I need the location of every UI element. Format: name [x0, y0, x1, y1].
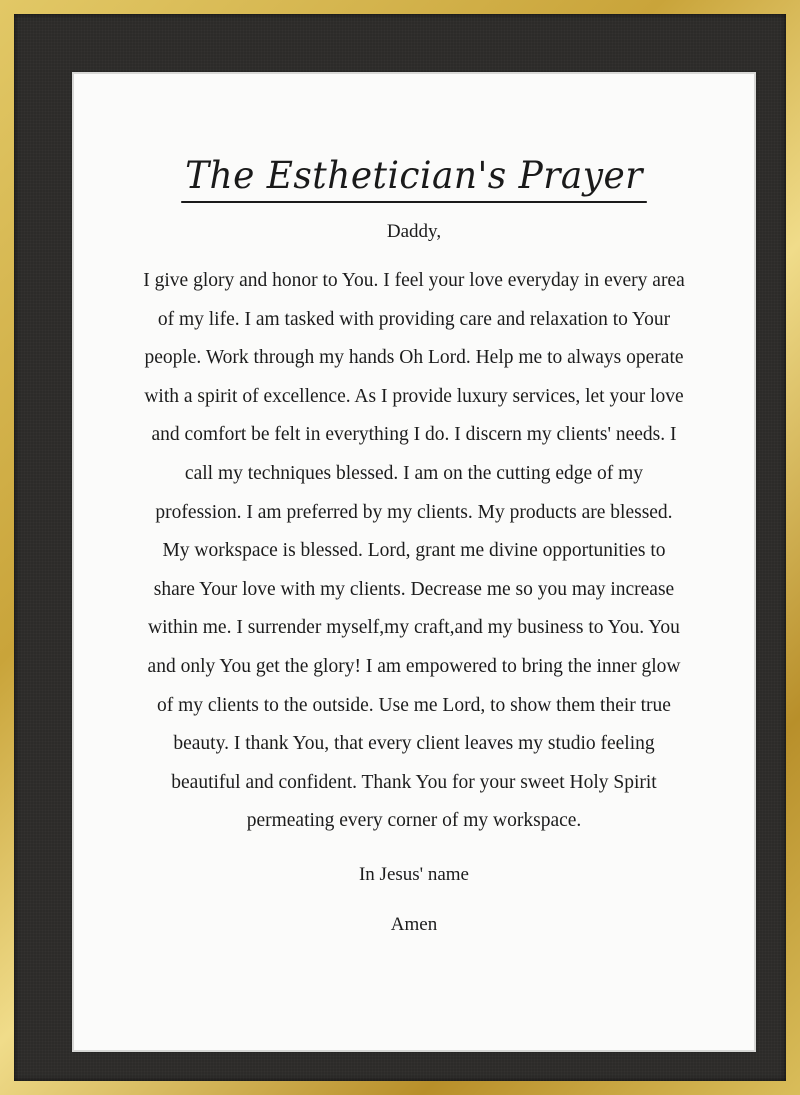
- prayer-line: people. Work through my hands Oh Lord. Help me to always operate: [144, 347, 684, 369]
- prayer-line: I give glory and honor to You. I feel your love everyday in every area: [143, 270, 685, 291]
- prayer-line: profession. I am preferred by my clients. My products are blessed.: [155, 501, 673, 523]
- prayer-line: My workspace is blessed. Lord, grant me divine opportunities to: [162, 540, 666, 562]
- prayer-line: of my clients to the outside. Use me Lord, to show them their true: [157, 694, 671, 716]
- prayer-sheet: [72, 72, 756, 1052]
- prayer-line: beauty. I thank You, that every client leaves my studio feeling: [173, 733, 655, 755]
- black-mat: [14, 14, 786, 1081]
- prayer-line: permeating every corner of my workspace.: [246, 810, 582, 832]
- prayer-line: and comfort be felt in everything I do. I discern my clients' needs. I: [151, 424, 677, 446]
- amen-line: Amen: [390, 913, 438, 935]
- prayer-line: and only You get the glory! I am empowered to bring the inner glow: [147, 655, 681, 677]
- prayer-line: within me. I surrender myself,my craft,and my business to You. You: [148, 617, 680, 639]
- prayer-line: call my techniques blessed. I am on the cutting edge of my: [184, 462, 644, 484]
- title-container: [74, 154, 754, 203]
- prayer-line: with a spirit of excellence. As I provide luxury services, let your love: [144, 385, 684, 407]
- salutation: Daddy,: [386, 221, 442, 242]
- prayer-paragraph: [98, 262, 730, 841]
- prayer-body: [98, 220, 730, 937]
- prayer-line: beautiful and confident. Thank You for your sweet Holy Spirit: [171, 771, 657, 793]
- closing-line: In Jesus' name: [358, 863, 469, 885]
- prayer-line: of my life. I am tasked with providing care and relaxation to Your: [157, 308, 671, 330]
- prayer-line: share Your love with my clients. Decrease me so you may increase: [153, 578, 675, 600]
- document-title: The Esthetician's Prayer: [181, 154, 647, 203]
